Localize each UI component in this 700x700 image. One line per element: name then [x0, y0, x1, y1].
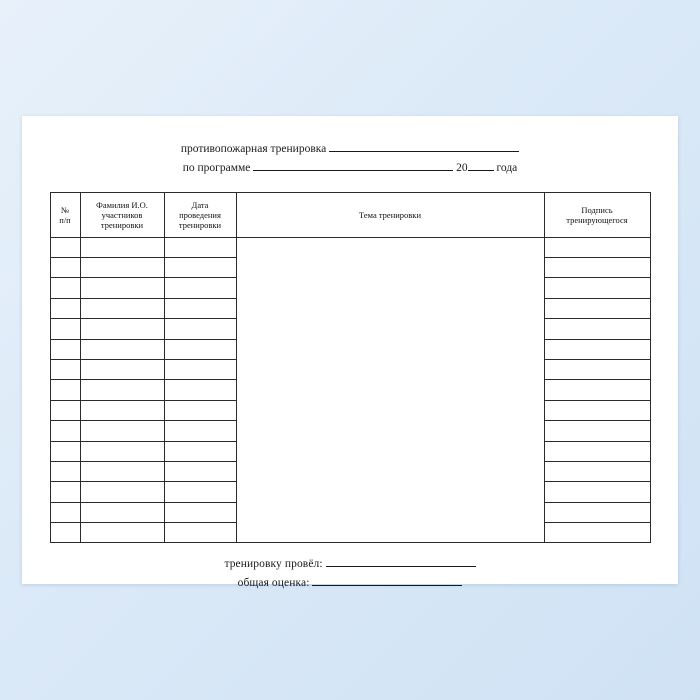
cell-date[interactable]: [164, 319, 236, 339]
cell-date[interactable]: [164, 441, 236, 461]
table-header-row-group: [50, 192, 650, 237]
header-line-training: [22, 140, 678, 159]
cell-date[interactable]: [164, 339, 236, 359]
cell-signature[interactable]: [544, 482, 650, 502]
cell-participant-name[interactable]: [80, 278, 164, 298]
table-header-row: [50, 192, 650, 237]
cell-number[interactable]: [50, 359, 80, 379]
column-header-signature-line1: Подпись: [581, 204, 613, 215]
cell-signature[interactable]: [544, 237, 650, 257]
column-header-participants-line1: Фамилия И.О.: [96, 199, 148, 210]
cell-participant-name[interactable]: [80, 421, 164, 441]
footer-line-conducted-by: [22, 555, 678, 573]
cell-participant-name[interactable]: [80, 502, 164, 522]
cell-signature[interactable]: [544, 339, 650, 359]
cell-participant-name[interactable]: [80, 237, 164, 257]
cell-participant-name[interactable]: [80, 400, 164, 420]
cell-signature[interactable]: [544, 461, 650, 481]
cell-date[interactable]: [164, 421, 236, 441]
document-footer: [22, 555, 678, 592]
cell-signature[interactable]: [544, 319, 650, 339]
column-header-number-line2: п/п: [59, 214, 71, 225]
header-line-program: [22, 159, 678, 178]
column-header-date-line3: тренировки: [178, 219, 222, 230]
cell-number[interactable]: [50, 339, 80, 359]
cell-participant-name[interactable]: [80, 339, 164, 359]
column-header-signature-line2: тренирующегося: [566, 214, 628, 225]
table-body: [50, 237, 650, 543]
cell-signature[interactable]: [544, 441, 650, 461]
column-header-participants-line2: участников: [101, 209, 143, 220]
footer-conducted-by-blank[interactable]: [326, 555, 476, 567]
cell-number[interactable]: [50, 461, 80, 481]
cell-number[interactable]: [50, 400, 80, 420]
cell-date[interactable]: [164, 400, 236, 420]
cell-signature[interactable]: [544, 380, 650, 400]
header-year-blank[interactable]: [468, 159, 494, 171]
cell-number[interactable]: [50, 298, 80, 318]
footer-conducted-by-label: тренировку провёл:: [224, 558, 323, 571]
column-header-date-line1: Дата: [191, 199, 209, 210]
header-year-prefix: 20: [456, 161, 468, 174]
cell-signature[interactable]: [544, 278, 650, 298]
cell-participant-name[interactable]: [80, 258, 164, 278]
column-header-signature: [544, 192, 650, 237]
cell-signature[interactable]: [544, 523, 650, 543]
column-header-theme-line1: Тема тренировки: [359, 209, 421, 220]
document-sheet: [22, 116, 678, 589]
cell-signature[interactable]: [544, 258, 650, 278]
training-journal-table: [50, 192, 651, 544]
cell-date[interactable]: [164, 258, 236, 278]
cell-date[interactable]: [164, 380, 236, 400]
cell-date[interactable]: [164, 502, 236, 522]
cell-number[interactable]: [50, 319, 80, 339]
header-program-label: по программе: [182, 161, 251, 174]
cell-signature[interactable]: [544, 502, 650, 522]
cell-number[interactable]: [50, 380, 80, 400]
cell-participant-name[interactable]: [80, 359, 164, 379]
cell-participant-name[interactable]: [80, 461, 164, 481]
cell-theme[interactable]: [236, 237, 544, 543]
cell-number[interactable]: [50, 523, 80, 543]
column-header-participants: [80, 192, 164, 237]
cell-date[interactable]: [164, 298, 236, 318]
column-header-theme: [236, 192, 544, 237]
column-header-number-line1: №: [60, 204, 70, 215]
column-header-date-line2: проведения: [179, 209, 221, 220]
cell-signature[interactable]: [544, 359, 650, 379]
cell-participant-name[interactable]: [80, 319, 164, 339]
footer-overall-grade-blank[interactable]: [312, 574, 462, 586]
cell-participant-name[interactable]: [80, 380, 164, 400]
cell-participant-name[interactable]: [80, 523, 164, 543]
cell-date[interactable]: [164, 237, 236, 257]
cell-participant-name[interactable]: [80, 482, 164, 502]
footer-overall-grade-label: общая оценка:: [237, 576, 310, 589]
footer-line-overall-grade: [22, 574, 678, 592]
cell-date[interactable]: [164, 359, 236, 379]
header-year-suffix: года: [496, 161, 518, 174]
document-header: [22, 116, 678, 178]
header-training-label: противопожарная тренировка: [180, 143, 327, 155]
header-program-blank[interactable]: [253, 159, 453, 171]
cell-date[interactable]: [164, 278, 236, 298]
column-header-participants-line3: тренировки: [100, 219, 144, 230]
table-row: [50, 237, 650, 257]
cell-date[interactable]: [164, 523, 236, 543]
header-training-blank[interactable]: [329, 140, 519, 152]
cell-signature[interactable]: [544, 421, 650, 441]
cell-number[interactable]: [50, 441, 80, 461]
cell-number[interactable]: [50, 502, 80, 522]
cell-number[interactable]: [50, 278, 80, 298]
cell-signature[interactable]: [544, 400, 650, 420]
cell-number[interactable]: [50, 258, 80, 278]
cell-date[interactable]: [164, 482, 236, 502]
column-header-number: [50, 192, 80, 237]
cell-participant-name[interactable]: [80, 298, 164, 318]
cell-date[interactable]: [164, 461, 236, 481]
cell-participant-name[interactable]: [80, 441, 164, 461]
cell-number[interactable]: [50, 482, 80, 502]
column-header-date: [164, 192, 236, 237]
cell-number[interactable]: [50, 237, 80, 257]
cell-signature[interactable]: [544, 298, 650, 318]
cell-number[interactable]: [50, 421, 80, 441]
